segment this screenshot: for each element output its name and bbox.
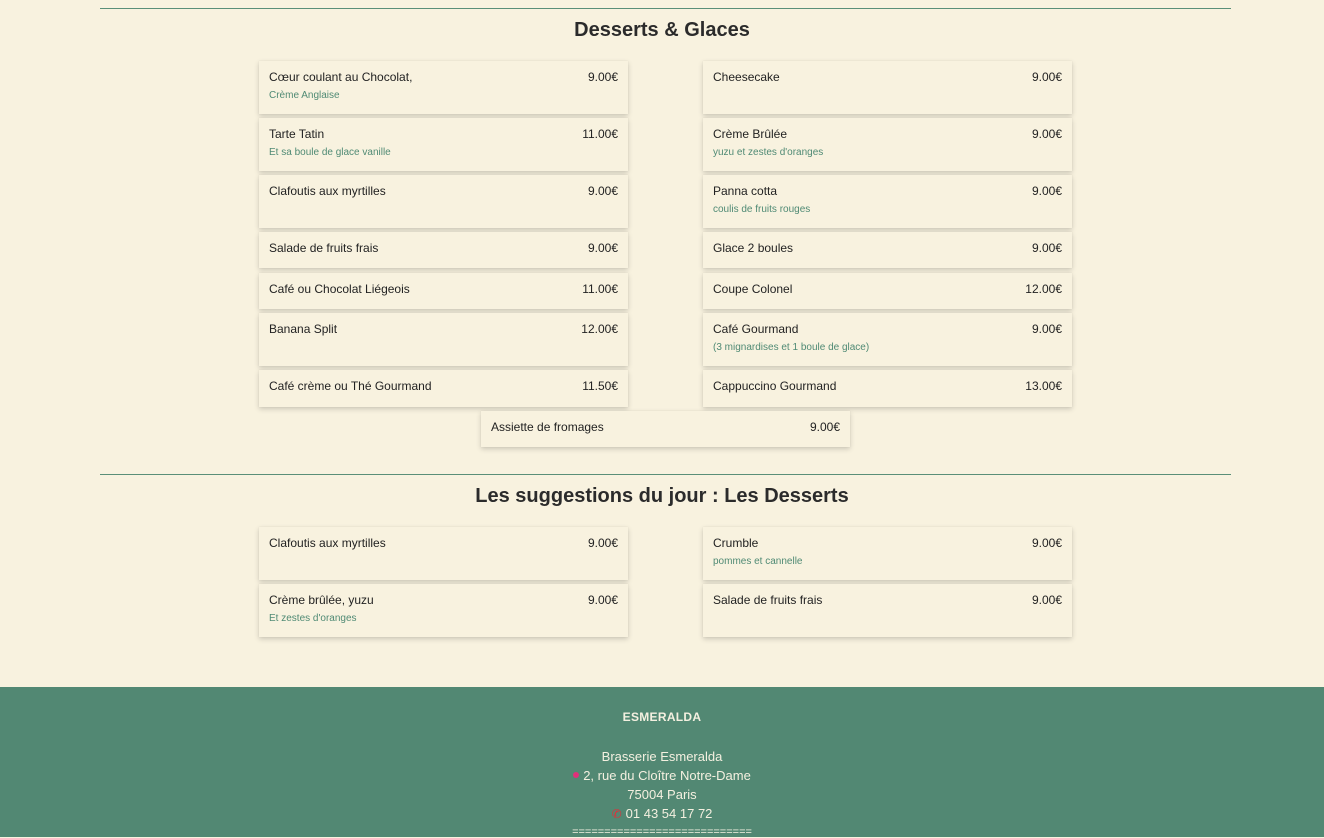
menu-item	[703, 273, 1072, 309]
footer-phone-line[interactable]	[0, 806, 1324, 821]
menu-item-price: 11.50€	[582, 379, 618, 393]
menu-item	[259, 527, 628, 580]
menu-item-price: 13.00€	[1025, 379, 1062, 393]
menu-item-name: Coupe Colonel	[713, 282, 793, 296]
menu-item	[703, 61, 1072, 114]
menu-item-price: 9.00€	[587, 70, 618, 84]
menu-item-desc: (3 mignardises et 1 boule de glace)	[713, 342, 870, 353]
menu-item-price: 9.00€	[587, 593, 618, 607]
menu-item-price: 12.00€	[581, 322, 618, 336]
menu-item	[703, 527, 1072, 580]
menu-item	[703, 313, 1072, 366]
menu-item-name: Crème brûlée, yuzu	[269, 593, 374, 607]
menu-item-name: Clafoutis aux myrtilles	[269, 184, 386, 198]
menu-item	[703, 232, 1072, 268]
menu-item-name: Clafoutis aux myrtilles	[269, 536, 386, 550]
footer-separator: ============================	[572, 826, 752, 838]
menu-item-desc: Et zestes d'oranges	[269, 613, 357, 624]
menu-item-price: 11.00€	[582, 127, 618, 141]
footer-phone[interactable]: 01 43 54 17 72	[625, 806, 713, 821]
menu-item-name: Panna cotta	[713, 184, 778, 198]
menu-item-name: Banana Split	[269, 322, 338, 336]
suggestions-section-title: Les suggestions du jour : Les Desserts	[475, 485, 849, 507]
map-pin-icon	[573, 772, 579, 778]
menu-item-name: Salade de fruits frais	[269, 241, 379, 255]
menu-item-price: 9.00€	[1031, 593, 1062, 607]
menu-item-price: 12.00€	[1025, 282, 1062, 296]
menu-item	[259, 370, 628, 407]
menu-item-desc: Et sa boule de glace vanille	[269, 147, 391, 158]
menu-item-name: Café crème ou Thé Gourmand	[269, 379, 432, 393]
footer-name: Brasserie Esmeralda	[601, 749, 723, 764]
section-divider-suggestions	[100, 474, 1231, 475]
footer-address: 2, rue du Cloître Notre-Dame	[583, 768, 751, 783]
menu-item-name: Crème Brûlée	[713, 127, 788, 141]
menu-item-price: 9.00€	[1031, 184, 1062, 198]
menu-item-name: Tarte Tatin	[269, 127, 325, 141]
menu-item	[481, 411, 850, 447]
menu-item	[259, 584, 628, 637]
menu-item-price: 9.00€	[1031, 127, 1062, 141]
menu-item-name: Glace 2 boules	[713, 241, 794, 255]
menu-item-price: 9.00€	[1031, 70, 1062, 84]
menu-item	[703, 370, 1072, 407]
menu-item-desc: coulis de fruits rouges	[713, 204, 811, 215]
menu-item-desc: yuzu et zestes d'oranges	[713, 147, 824, 158]
menu-item-name: Crumble	[713, 536, 759, 550]
menu-item-name: Café ou Chocolat Liégeois	[269, 282, 410, 296]
menu-item-name: Café Gourmand	[713, 322, 799, 336]
site-footer	[0, 687, 1324, 837]
menu-item	[259, 232, 628, 268]
menu-item	[703, 175, 1072, 228]
menu-item-name: Cappuccino Gourmand	[713, 379, 837, 393]
menu-item-price: 9.00€	[587, 184, 618, 198]
menu-item	[703, 118, 1072, 171]
menu-item	[259, 273, 628, 309]
menu-item-price: 9.00€	[587, 241, 618, 255]
menu-item-desc: pommes et cannelle	[713, 556, 803, 567]
menu-item-price: 9.00€	[1031, 536, 1062, 550]
footer-city: 75004 Paris	[627, 787, 697, 802]
menu-item-name: Cheesecake	[713, 70, 780, 84]
menu-item-name: Cœur coulant au Chocolat,	[269, 70, 413, 84]
menu-item-name: Assiette de fromages	[491, 420, 604, 434]
menu-item-price: 9.00€	[1031, 322, 1062, 336]
phone-icon: ✆	[611, 807, 622, 821]
footer-brand: ESMERALDA	[622, 710, 702, 724]
menu-item	[259, 175, 628, 228]
menu-item-price: 9.00€	[587, 536, 618, 550]
section-divider-desserts	[100, 8, 1231, 9]
desserts-section-title: Desserts & Glaces	[574, 19, 750, 41]
menu-item	[259, 313, 628, 366]
menu-item	[259, 118, 628, 171]
footer-address-line	[0, 768, 1324, 783]
menu-item-price: 11.00€	[582, 282, 618, 296]
menu-item	[703, 584, 1072, 637]
menu-item-price: 9.00€	[1031, 241, 1062, 255]
menu-item	[259, 61, 628, 114]
menu-item-price: 9.00€	[809, 420, 840, 434]
menu-item-name: Salade de fruits frais	[713, 593, 823, 607]
menu-item-desc: Crème Anglaise	[269, 90, 340, 101]
